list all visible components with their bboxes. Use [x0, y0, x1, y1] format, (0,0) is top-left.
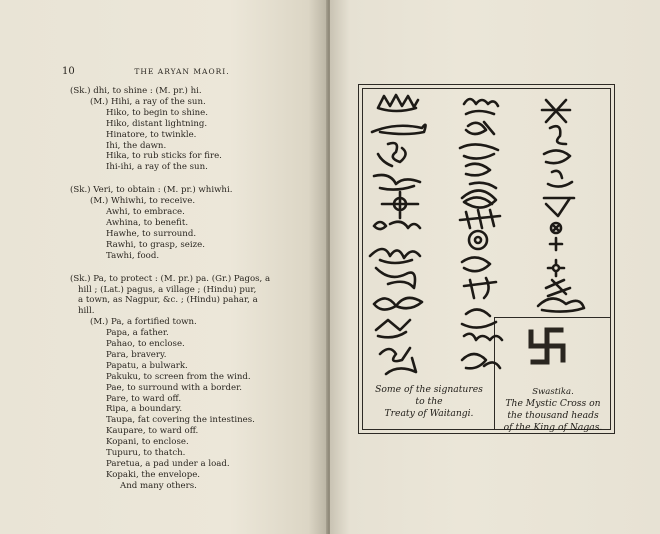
- signatures-caption: Some of the signatures to the Treaty of Waitangi.: [375, 384, 483, 419]
- signature-mark: [466, 122, 494, 134]
- signature-mark: [464, 99, 498, 114]
- entry-spacer: [70, 173, 315, 185]
- entry-root-line: (Sk.) dhi, to shine : (M. pr.) hi.: [70, 86, 202, 96]
- entry-line: Hawhe, to surround.: [106, 228, 197, 239]
- entry-root-line: (Sk.) Pa, to protect : (M. pr.) pa. (Gr.) Pagos, a: [70, 273, 271, 284]
- entry-line: Hinatore, to twinkle.: [106, 129, 197, 140]
- page-header: [62, 66, 302, 80]
- signature-mark: [462, 257, 490, 271]
- entry-line: Hika, to rub sticks for fire.: [106, 151, 222, 162]
- entry-line: Ripa, a boundary.: [106, 404, 183, 415]
- signature-mark: [374, 222, 420, 229]
- signature-mark: [462, 190, 496, 207]
- entry-line: Papa, a father.: [106, 328, 169, 339]
- entry-spacer: [70, 262, 315, 274]
- signature-mark: [466, 164, 496, 188]
- signature-mark: [370, 249, 420, 263]
- entries-text: [70, 86, 315, 492]
- signature-mark: [551, 223, 561, 233]
- signature-mark: [544, 150, 570, 163]
- signature-mark: [460, 210, 500, 228]
- signature-mark: [544, 198, 574, 216]
- signature-mark: [469, 231, 487, 249]
- entry-line: Paretua, a pad under a load.: [106, 459, 230, 469]
- signature-mark: [382, 192, 418, 218]
- entry-line: Kaupare, to ward off.: [106, 426, 199, 437]
- entry-line: And many others.: [120, 480, 197, 491]
- signature-mark: [464, 278, 496, 298]
- entry-line: hill ; (Lat.) pagus, a village ; (Hindu) pur,: [78, 284, 257, 295]
- entry-line: Kopaki, the envelope.: [106, 469, 201, 480]
- signature-mark: [548, 260, 564, 276]
- entry-line: Hiko, distant lightning.: [106, 118, 208, 129]
- entry-line: Ihi-ihi, a ray of the sun.: [106, 162, 208, 173]
- entry-line: Tupuru, to thatch.: [106, 448, 186, 459]
- entry-line: (M.) Whiwhi, to receive.: [90, 196, 196, 207]
- signature-mark: [378, 95, 418, 111]
- entry-line: Papatu, a bulwark.: [106, 360, 188, 371]
- signature-mark: [378, 143, 406, 166]
- signature-mark: [380, 348, 416, 374]
- maori-signatures-illustration: [366, 92, 612, 382]
- entry-line: Rawhi, to grasp, seize.: [106, 239, 205, 250]
- signature-mark: [376, 268, 415, 288]
- signature-mark: [464, 334, 502, 340]
- signature-mark: [376, 320, 410, 337]
- signature-mark: [460, 144, 498, 158]
- entry-root-line: (Sk.) Veri, to obtain : (M. pr.) whiwhi.: [70, 185, 233, 196]
- entry-line: Pahao, to enclose.: [106, 339, 185, 350]
- signature-mark: [372, 125, 426, 134]
- entry-line: Hiko, to begin to shine.: [106, 107, 208, 118]
- entry-line: (M.) Hihi, a ray of the sun.: [90, 96, 206, 107]
- running-head: THE ARYAN MAORI.: [134, 67, 230, 76]
- entry-line: Taupa, fat covering the intestines.: [106, 415, 255, 426]
- signature-mark: [538, 298, 584, 311]
- page-number: 10: [62, 66, 75, 77]
- entry-line: Pare, to ward off.: [106, 393, 182, 404]
- entry-line: Pakuku, to screen from the wind.: [106, 371, 251, 382]
- signature-mark: [548, 171, 572, 187]
- signature-mark: [546, 280, 570, 296]
- signature-mark: [542, 100, 570, 122]
- entry-line: Pae, to surround with a border.: [106, 382, 243, 393]
- entry-line: Awhi, to embrace.: [106, 207, 185, 218]
- left-page: [0, 0, 328, 534]
- entry-line: a town, as Nagpur, &c. ; (Hindu) pahar, a: [78, 295, 258, 306]
- signature-mark: [374, 298, 422, 310]
- signature-mark: [462, 354, 500, 368]
- swastika-icon: [527, 326, 567, 366]
- entry-line: hill.: [78, 306, 95, 317]
- signature-mark: [550, 126, 566, 144]
- entry-line: Ihi, the dawn.: [106, 140, 167, 151]
- entry-line: Kopani, to enclose.: [106, 437, 189, 448]
- signature-mark: [462, 309, 496, 327]
- swastika-caption: Swastika. The Mystic Cross on the thousand heads of the King of Nagas.: [503, 387, 603, 433]
- signature-mark: [374, 175, 420, 190]
- entry-line: Tawhi, food.: [106, 250, 160, 261]
- signature-mark: [550, 238, 562, 250]
- entry-line: (M.) Pa, a fortified town.: [90, 317, 197, 328]
- entry-line: Awhina, to benefit.: [106, 217, 189, 228]
- entry-line: Para, bravery.: [106, 349, 167, 360]
